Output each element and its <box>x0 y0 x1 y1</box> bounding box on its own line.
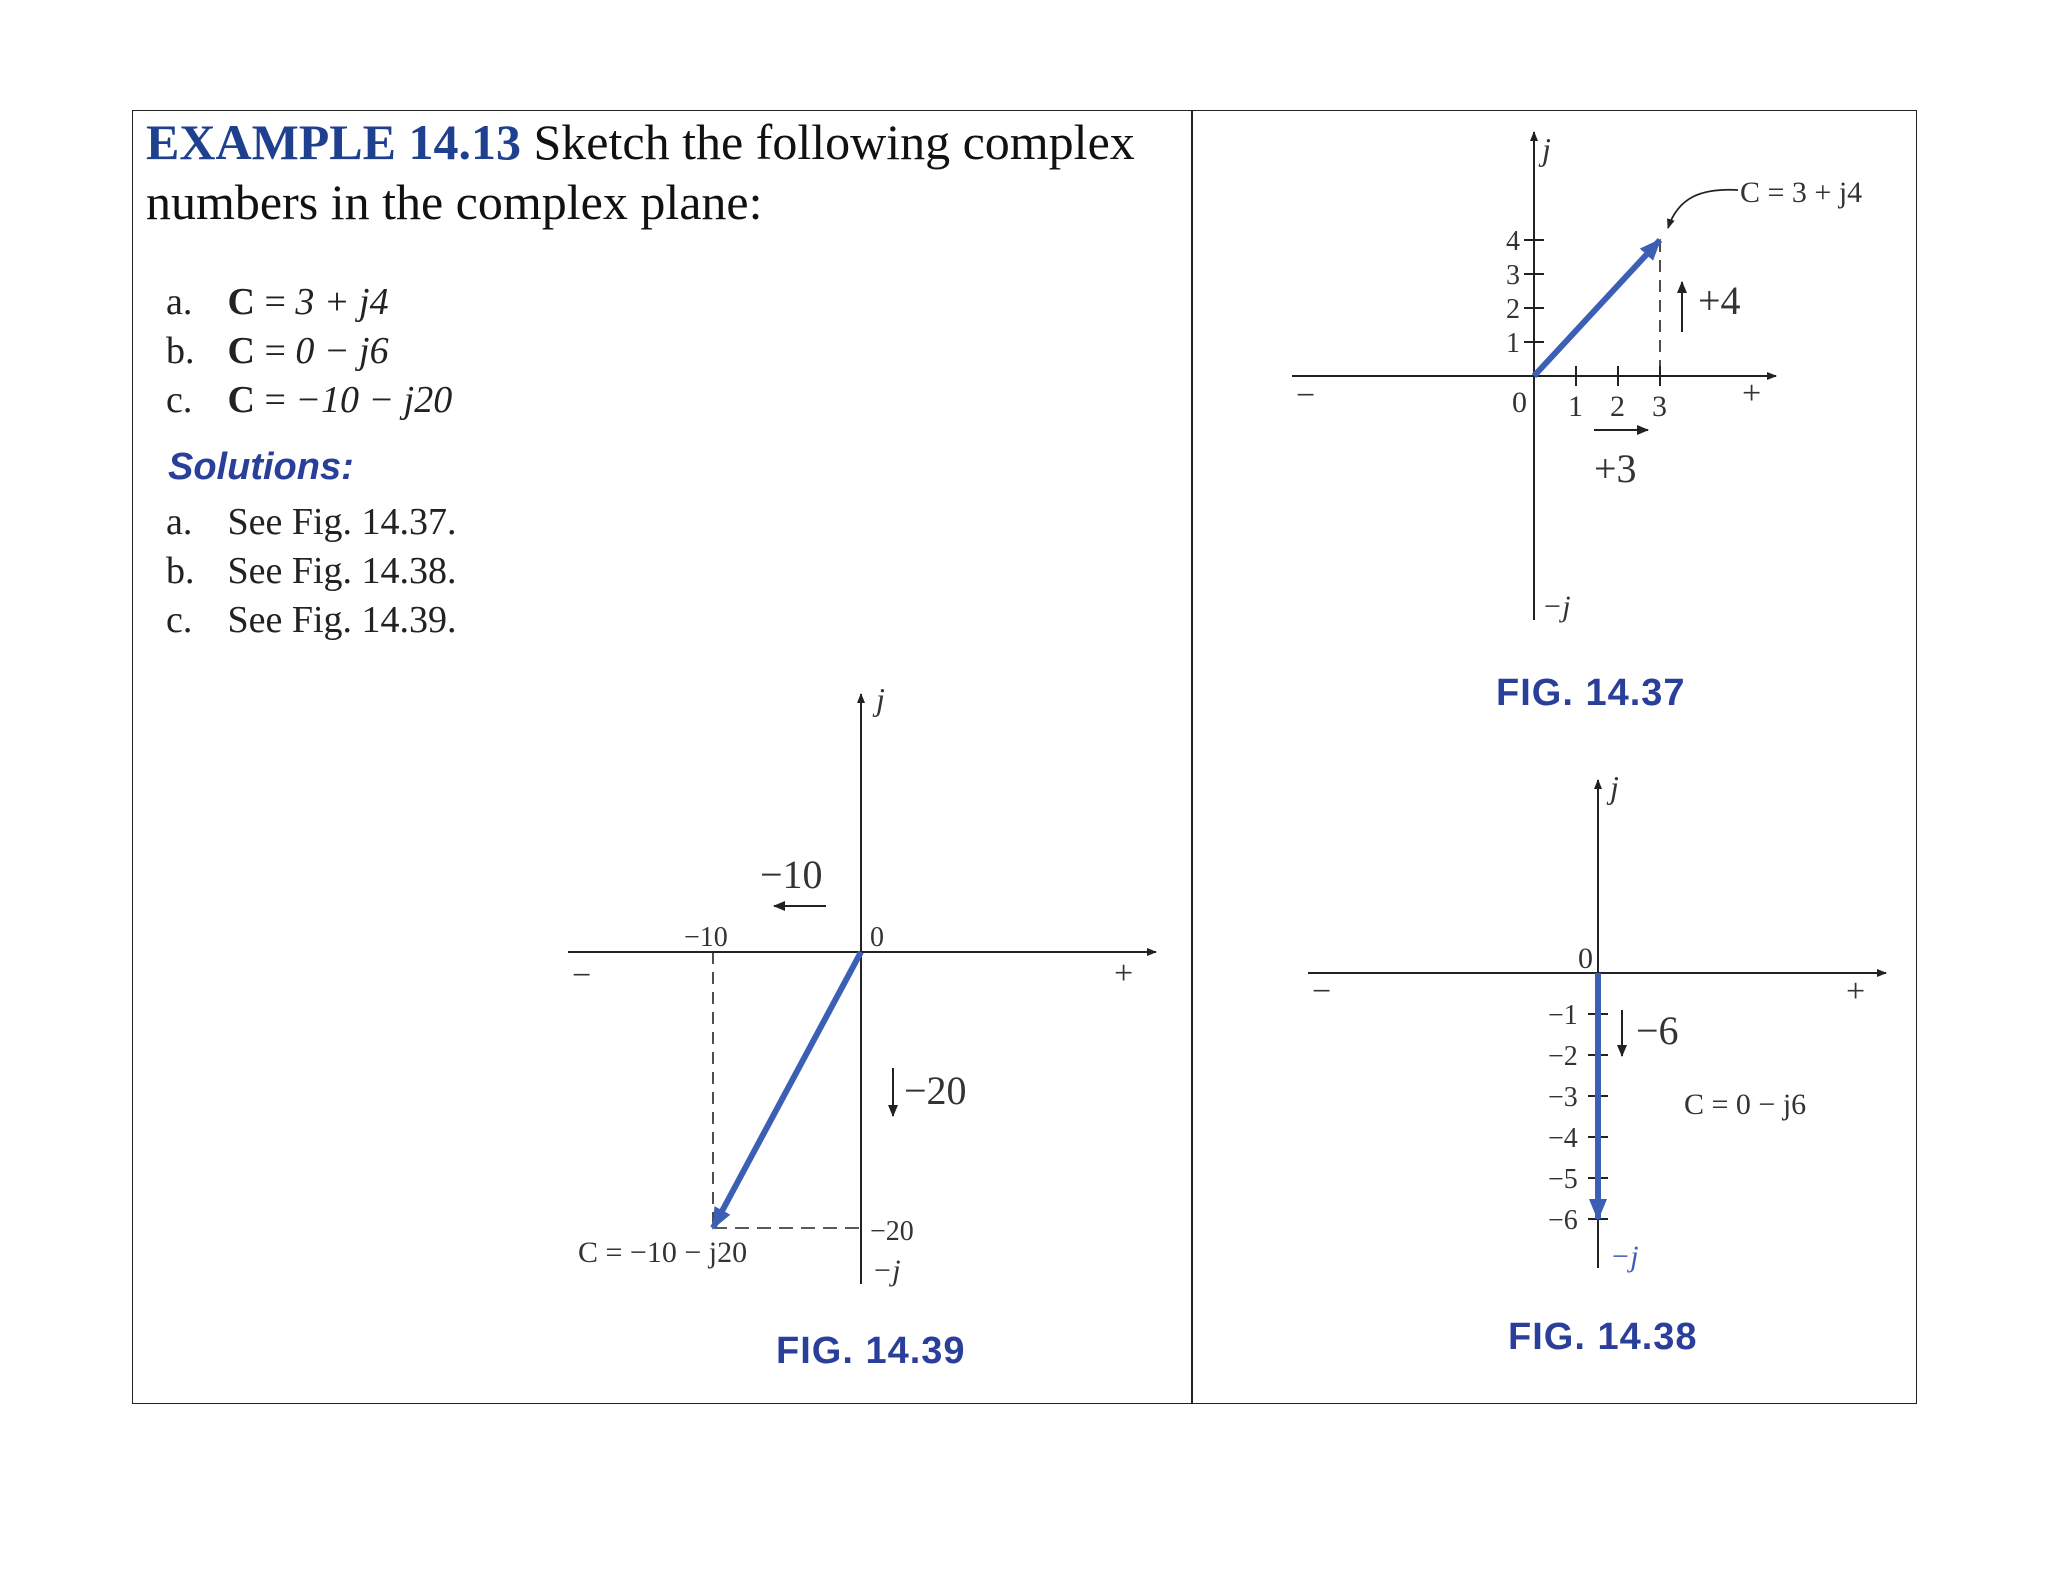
solution-c: c. See Fig. 14.39. <box>166 599 457 641</box>
x-ticks <box>1568 366 1667 423</box>
x-tick-label: 2 <box>1610 390 1625 423</box>
solutions-heading: Solutions: <box>168 446 354 488</box>
fig-14-39 <box>568 681 1156 1287</box>
neg-imag-label: −j <box>1610 1240 1639 1273</box>
fig-14-37 <box>1292 131 1862 623</box>
origin-label: 0 <box>870 922 884 953</box>
fig-14-38 <box>1308 769 1886 1273</box>
fig-14-38-caption: FIG. 14.38 <box>1508 1316 1698 1358</box>
origin-label: 0 <box>1512 386 1527 419</box>
y-tick-label: −20 <box>870 1216 914 1247</box>
example-text-line1: Sketch the following complex <box>533 114 1135 170</box>
neg-real-label: − <box>1296 377 1316 414</box>
pos-real-label: + <box>1742 375 1762 412</box>
phasor-label: C = −10 − j20 <box>578 1236 748 1269</box>
phasor-vector <box>1534 240 1660 376</box>
pos-imag-label: j <box>1610 769 1619 805</box>
pos-real-label: + <box>1114 955 1134 992</box>
dy-label: +4 <box>1698 278 1741 323</box>
example-text-line2: numbers in the complex plane: <box>146 174 763 230</box>
phasor-vector <box>713 952 861 1228</box>
dy-label: −20 <box>904 1068 967 1113</box>
fig-14-37-caption: FIG. 14.37 <box>1496 672 1686 714</box>
fig-14-39-caption: FIG. 14.39 <box>776 1330 966 1372</box>
dx-label: +3 <box>1594 446 1637 491</box>
solution-b: b. See Fig. 14.38. <box>166 550 457 592</box>
neg-imag-label: −j <box>872 1254 901 1287</box>
neg-real-label: − <box>1312 973 1332 1010</box>
x-tick-label: −10 <box>684 922 728 953</box>
problem-c: c. C = −10 − j20 <box>166 379 453 421</box>
y-tick-label: −5 <box>1548 1164 1578 1195</box>
dx-label: −10 <box>760 852 823 897</box>
dy-label: −6 <box>1636 1008 1679 1053</box>
y-tick-label: 1 <box>1506 328 1520 359</box>
neg-imag-label: −j <box>1542 590 1571 623</box>
y-tick-label: 4 <box>1506 226 1520 257</box>
y-tick-label: −2 <box>1548 1041 1578 1072</box>
problem-a: a. C = 3 + j4 <box>166 281 389 323</box>
y-tick-label: −1 <box>1548 1000 1578 1031</box>
x-tick-label: 1 <box>1568 390 1583 423</box>
phasor-label: C = 0 − j6 <box>1684 1088 1807 1121</box>
y-tick-label: 3 <box>1506 260 1520 291</box>
pos-real-label: + <box>1846 973 1866 1010</box>
y-tick-label: −6 <box>1548 1205 1578 1236</box>
y-tick-label: −3 <box>1548 1082 1578 1113</box>
pos-imag-label: j <box>876 681 885 717</box>
callout-leader <box>1668 190 1738 228</box>
y-ticks <box>1506 226 1544 359</box>
y-tick-label: −4 <box>1548 1123 1578 1154</box>
neg-real-label: − <box>572 957 592 994</box>
example-label: EXAMPLE 14.13 <box>146 114 521 170</box>
pos-imag-label: j <box>1542 131 1551 167</box>
problem-b: b. C = 0 − j6 <box>166 330 389 372</box>
y-tick-label: 2 <box>1506 294 1520 325</box>
phasor-label: C = 3 + j4 <box>1740 176 1863 209</box>
solution-a: a. See Fig. 14.37. <box>166 501 457 543</box>
x-tick-label: 3 <box>1652 390 1667 423</box>
origin-label: 0 <box>1578 942 1593 975</box>
